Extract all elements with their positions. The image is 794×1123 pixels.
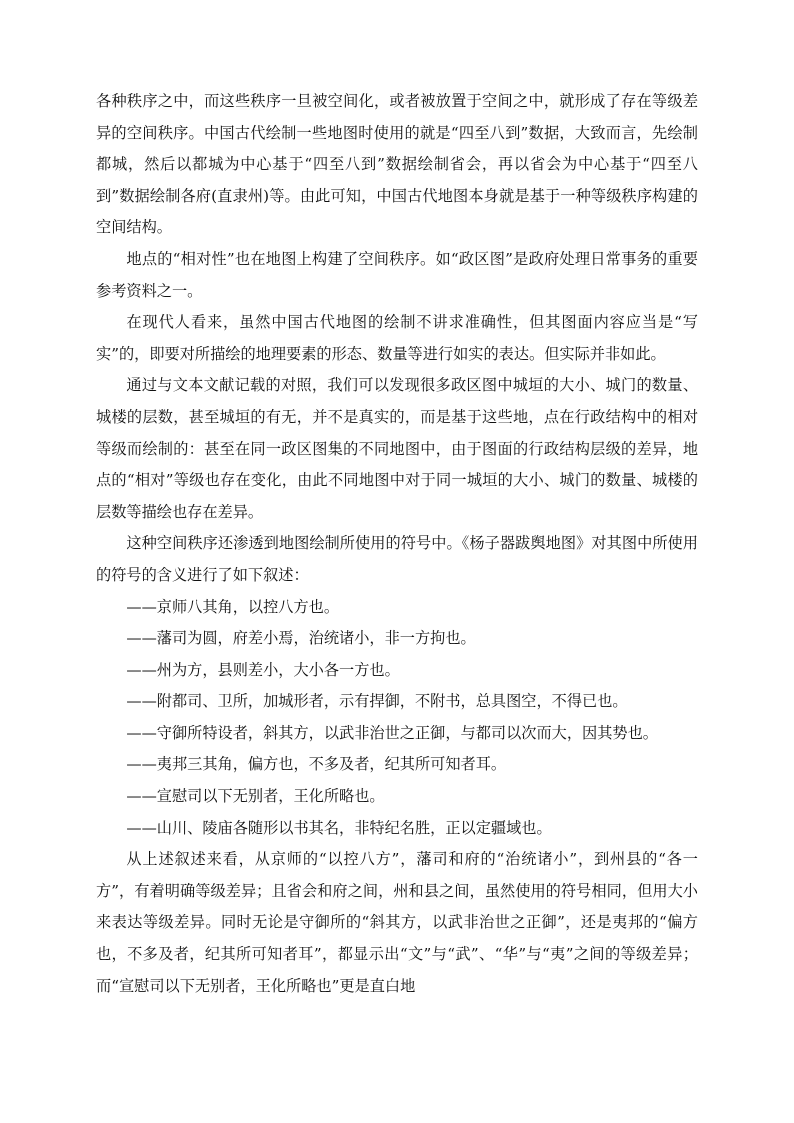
paragraph-1: 各种秩序之中，而这些秩序一旦被空间化，或者被放置于空间之中，就形成了存在等级差异的空间秩序。中国古代绘制一些地图时使用的就是“四至八到”数据，大致而言，先绘制都城，然后以都城为中心基于“四至八到”数据绘制省会，再以省会为中心基于“四至八到”数据绘制各府(直隶州)等。由此可知，中国古代地图本身就是基于一种等级秩序构建的空间结构。 [96,92,698,237]
paragraph-3: 在现代人看来，虽然中国古代地图的绘制不讲求准确性，但其图面内容应当是“写实”的，即要对所描绘的地理要素的形态、数量等进行如实的表达。但实际并非如此。 [96,313,698,363]
paragraph-2: 地点的“相对性”也在地图上构建了空间秩序。如“政区图”是政府处理日常事务的重要参考资料之一。 [96,249,698,300]
document-body [96,86,698,1002]
quote-line-6: ——夷邦三其角，偏方也，不多及者，纪其所可知者耳。 [126,755,507,774]
quote-line-1: ——京师八其角，以控八方也。 [126,597,340,616]
paragraph-5: 这种空间秩序还渗透到地图绘制所使用的符号中。《杨子器跋舆地图》对其图中所使用的符号的含义进行了如下叙述： [96,534,698,584]
quote-line-3: ——州为方，县则差小，大小各一方也。 [126,660,400,679]
paragraph-6: 从上述叙述来看，从京师的“以控八方”，藩司和府的“治统诸小”，到州县的“各一方”，有着明确等级差异；且省会和府之间，州和县之间，虽然使用的符号相同，但用大小来表达等级差异。同时无论是守御所的“斜其方，以武非治世之正御”，还是夷邦的“偏方也，不多及者，纪其所可知者耳”，都显示出“文”与“武”、“华”与“夷”之间的等级差异；而“宣慰司以下无别者，王化所略也”更是直白地 [96,850,698,995]
paragraph-4: 通过与文本文献记载的对照，我们可以发现很多政区图中城垣的大小、城门的数量、城楼的层数，甚至城垣的有无，并不是真实的，而是基于这些地，点在行政结构中的相对等级而绘制的：甚至在同一政区图集的不同地图中，由于图面的行政结构层级的差异，地点的“相对”等级也存在变化，由此不同地图中对于同一城垣的大小、城门的数量、城楼的层数等描绘也存在差异。 [96,376,698,521]
quote-line-5: ——守御所特设者，斜其方，以武非治世之正御，与都司以次而大，因其势也。 [126,723,658,742]
quote-line-4: ——附都司、卫所，加城形者，示有捍御，不附书，总具图空，不得已也。 [126,692,628,711]
quote-line-7: ——宣慰司以下无别者，王化所略也。 [126,787,385,806]
quote-line-8: ——山川、陵庙各随形以书其名，非特纪名胜，正以定疆域也。 [126,818,552,837]
quote-line-2: ——藩司为圆，府差小焉，治统诸小，非一方拘也。 [126,629,476,648]
